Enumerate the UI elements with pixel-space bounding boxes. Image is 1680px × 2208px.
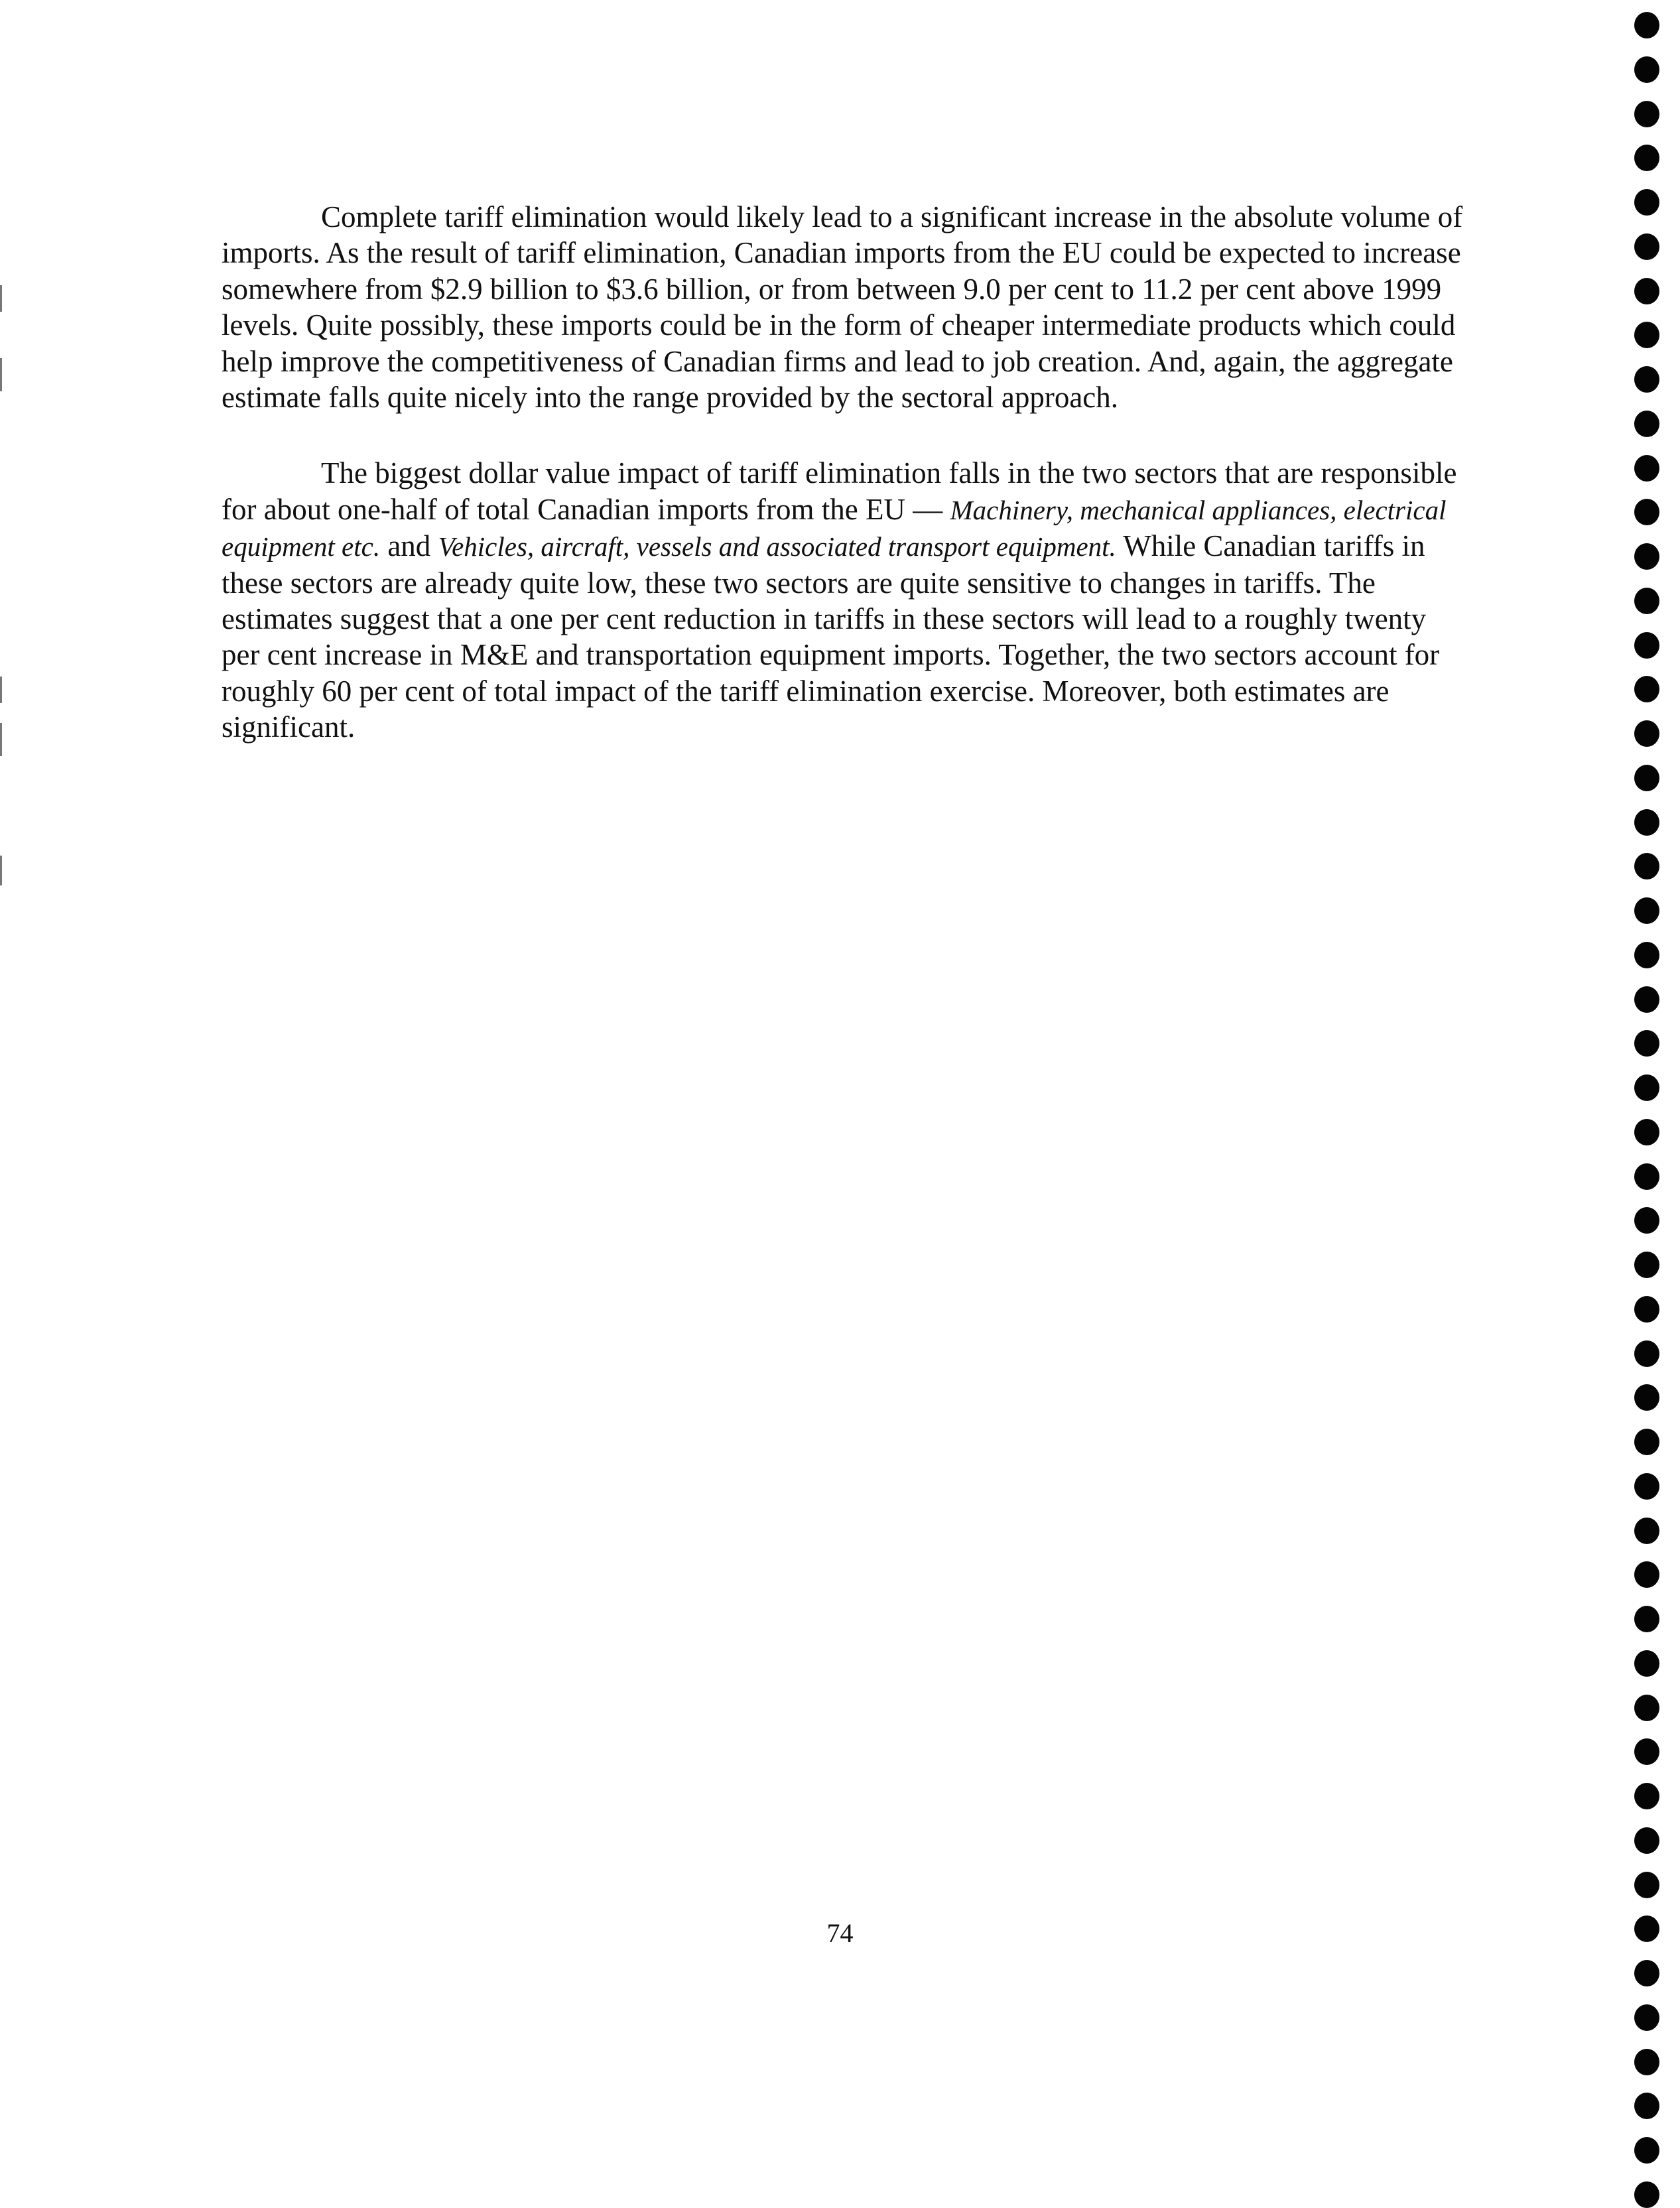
binding-hole [1634, 632, 1659, 659]
scan-edge-mark [0, 285, 2, 312]
page-number: 74 [826, 1918, 854, 1948]
binding-hole [1634, 1606, 1659, 1632]
binding-hole [1634, 101, 1659, 127]
binding-hole [1634, 278, 1659, 304]
text-run: and [380, 529, 438, 563]
binding-hole [1634, 1030, 1659, 1057]
binding-hole [1634, 1738, 1659, 1765]
binding-hole [1634, 588, 1659, 614]
binding-hole [1634, 12, 1659, 38]
binding-hole [1634, 2004, 1659, 2031]
binding-hole [1634, 1252, 1659, 1278]
binding-hole [1634, 986, 1659, 1013]
binding-hole [1634, 942, 1659, 968]
text-run: The biggest dollar value impact of tariff elimination falls in the two sectors that are responsible for about one-half of total Canadian imports from the EU — [222, 456, 1457, 526]
binding-hole [1634, 2137, 1659, 2164]
binding-hole [1634, 1561, 1659, 1588]
paragraph-tariff-elimination-imports [222, 199, 1468, 415]
binding-hole [1634, 1207, 1659, 1234]
paragraph-sector-impact [222, 455, 1468, 745]
binding-hole [1634, 1695, 1659, 1721]
binding-hole [1634, 499, 1659, 525]
binding-hole [1634, 1916, 1659, 1942]
italic-sector-name: Machinery, mechanical appliances, electrical equipment etc. [222, 494, 1447, 562]
binding-hole [1634, 2049, 1659, 2075]
binding-hole [1634, 145, 1659, 171]
binding-hole [1634, 56, 1659, 83]
binding-hole [1634, 1473, 1659, 1500]
binding-hole [1634, 455, 1659, 482]
binding-hole [1634, 1119, 1659, 1145]
scan-edge-mark [0, 723, 2, 756]
binding-holes [1630, 12, 1663, 2208]
binding-hole [1634, 322, 1659, 348]
binding-hole [1634, 765, 1659, 791]
scan-edge-mark [0, 856, 2, 885]
binding-hole [1634, 233, 1659, 260]
binding-hole [1634, 1872, 1659, 1898]
italic-sector-name: Vehicles, aircraft, vessels and associated transport equipment. [438, 531, 1116, 562]
binding-hole [1634, 1163, 1659, 1190]
body-text [222, 199, 1468, 746]
binding-hole [1634, 543, 1659, 570]
binding-hole [1634, 897, 1659, 924]
scan-edge-mark [0, 358, 2, 391]
binding-hole [1634, 1340, 1659, 1367]
binding-hole [1634, 1827, 1659, 1854]
binding-hole [1634, 2093, 1659, 2119]
scan-edge-mark [0, 677, 2, 703]
binding-hole [1634, 1650, 1659, 1677]
binding-hole [1634, 1429, 1659, 1455]
text-run: Complete tariff elimination would likely lead to a significant increase in the absolute volume of imports. As the result of tariff elimination, Canadian imports from the EU could be expected to increase somewhere from $2.9 billion to $3.6 billion, or from between 9.0 per cent to 11.2 per cent above 1999 levels. Quite possibly, these imports could be in the form of cheaper intermediate products which could help improve the competitiveness of Canadian firms and lead to job creation. And, again, the aggregate estimate falls quite nicely into the range provided by the sectoral approach. [222, 200, 1463, 415]
binding-hole [1634, 853, 1659, 879]
binding-hole [1634, 366, 1659, 393]
binding-hole [1634, 1296, 1659, 1323]
binding-hole [1634, 1518, 1659, 1544]
scan-edge-marks [0, 0, 4, 2208]
binding-hole [1634, 1960, 1659, 1986]
binding-hole [1634, 1384, 1659, 1411]
binding-hole [1634, 809, 1659, 836]
binding-hole [1634, 189, 1659, 216]
binding-hole [1634, 676, 1659, 702]
binding-hole [1634, 2181, 1659, 2208]
text-run: While Canadian tariffs in these sectors are already quite low, these two sectors are quite sensitive to changes in tariffs. The estimates suggest that a one per cent reduction in tariffs in these sectors will lead to a roughly twenty per cent increase in M&E and transportation equipment imports. Together, the two sectors account for roughly 60 per cent of total impact of the tariff elimination exercise. Moreover, both estimates are significant. [222, 529, 1440, 744]
binding-hole [1634, 720, 1659, 747]
binding-hole [1634, 1783, 1659, 1809]
binding-hole [1634, 1074, 1659, 1101]
binding-hole [1634, 411, 1659, 437]
